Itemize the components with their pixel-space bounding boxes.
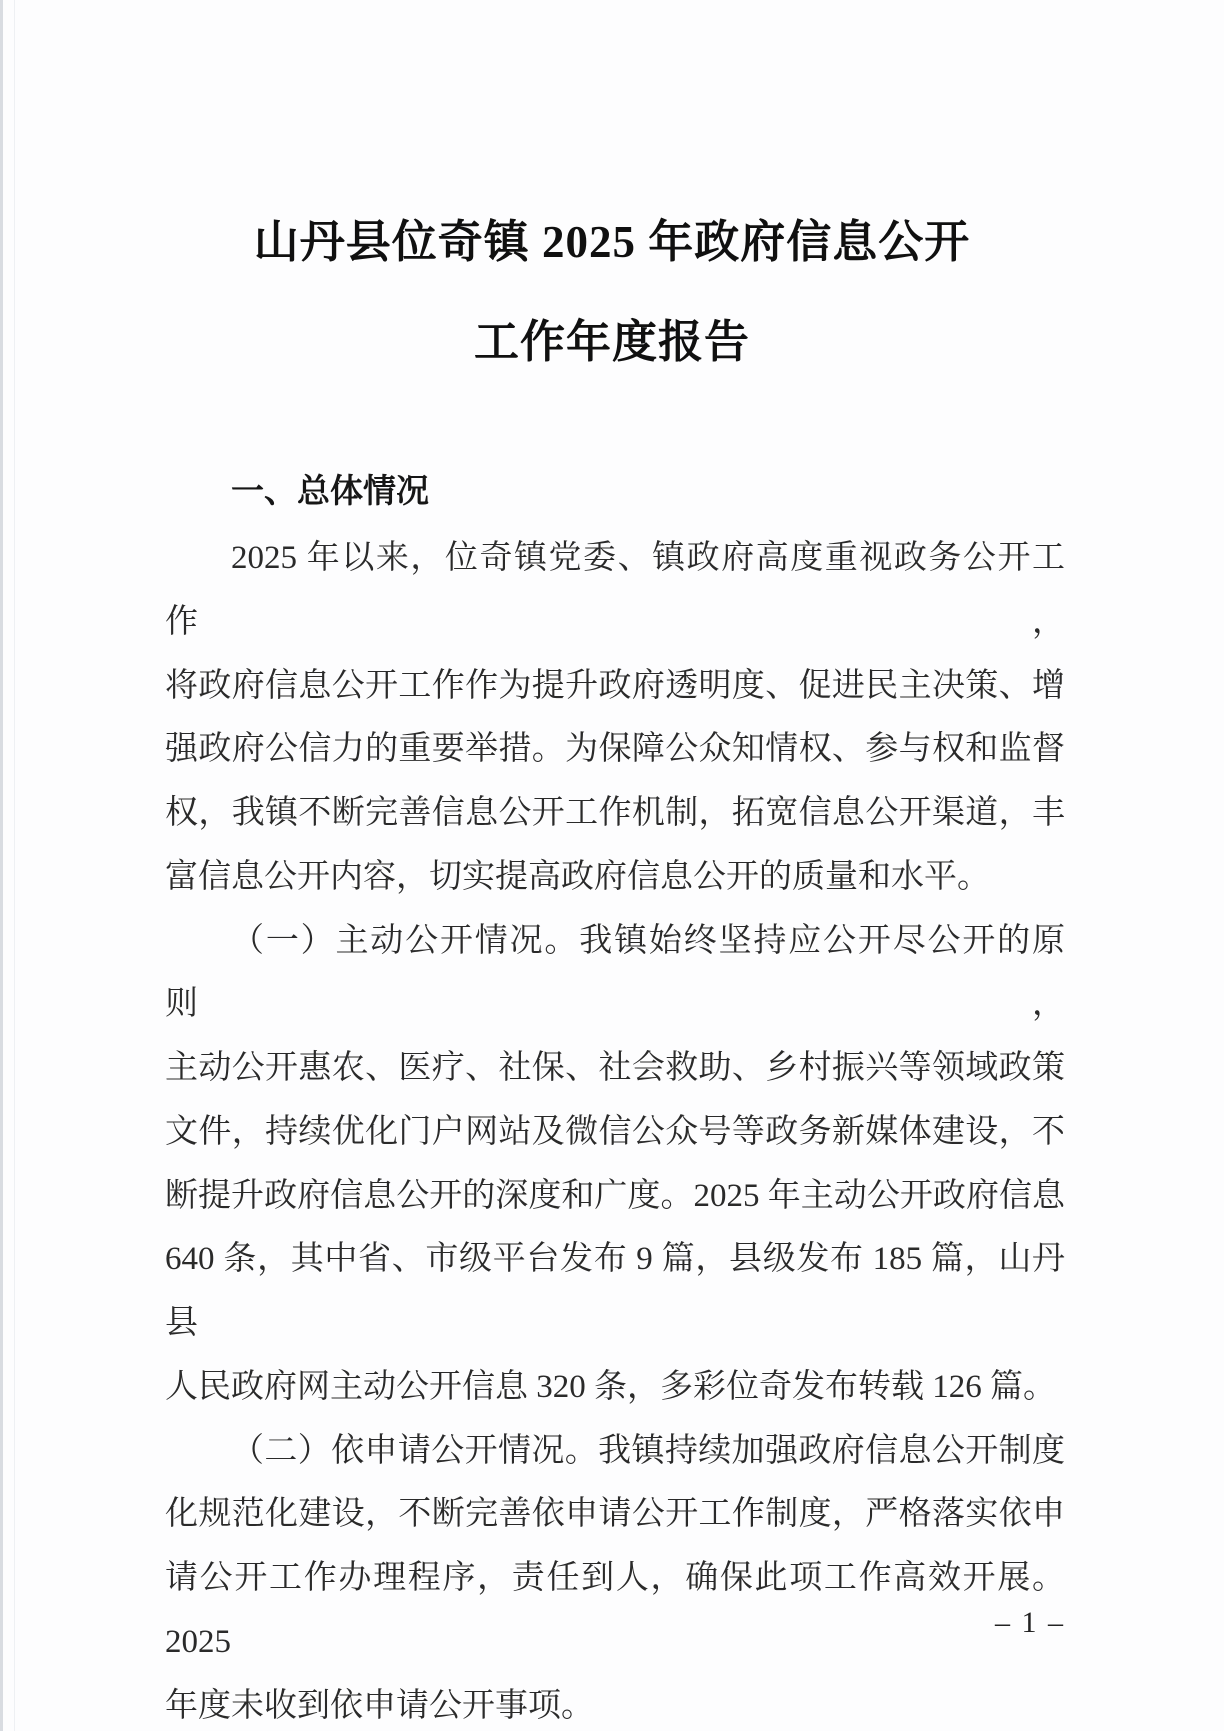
section-heading: 一、总体情况 — [231, 472, 429, 509]
body-line: 将政府信息公开工作作为提升政府透明度、促进民主决策、增 — [165, 667, 1065, 704]
document-title-line-2: 工作年度报告 — [473, 317, 750, 367]
body-line: 年度未收到依申请公开事项。 — [165, 1687, 594, 1724]
document-body — [165, 527, 1065, 1731]
paragraph — [165, 527, 1065, 910]
document-title-line-1: 山丹县位奇镇 2025 年政府信息公开 — [253, 217, 971, 267]
body-line: 权，我镇不断完善信息公开工作机制，拓宽信息公开渠道，丰 — [165, 795, 1065, 831]
body-line: 强政府公信力的重要举措。为保障公众知情权、参与权和监督 — [165, 731, 1065, 768]
page-number: – 1 – — [995, 1606, 1065, 1639]
paragraph — [165, 910, 1065, 1420]
body-line: 请公开工作办理程序，责任到人，确保此项工作高效开展。2025 — [165, 1560, 1065, 1660]
paragraph — [165, 1420, 1065, 1731]
body-line: 文件，持续优化门户网站及微信公众号等政务新媒体建设，不 — [165, 1113, 1065, 1150]
body-line: 富信息公开内容，切实提高政府信息公开的质量和水平。 — [165, 858, 990, 895]
body-line: 2025 年以来，位奇镇党委、镇政府高度重视政务公开工作， — [165, 540, 1065, 640]
body-line: 主动公开惠农、医疗、社保、社会救助、乡村振兴等领域政策 — [165, 1050, 1065, 1086]
body-line: 人民政府网主动公开信息 320 条，多彩位奇发布转载 126 篇。 — [165, 1368, 1056, 1405]
body-line: 断提升政府信息公开的深度和广度。2025 年主动公开政府信息 — [165, 1177, 1065, 1214]
body-line: （二）依申请公开情况。我镇持续加强政府信息公开制度 — [231, 1432, 1065, 1469]
body-line: 化规范化建设，不断完善依申请公开工作制度，严格落实依申 — [165, 1496, 1065, 1533]
body-line: （一）主动公开情况。我镇始终坚持应公开尽公开的原则， — [165, 922, 1065, 1023]
body-line: 640 条，其中省、市级平台发布 9 篇，县级发布 185 篇，山丹县 — [165, 1241, 1065, 1341]
